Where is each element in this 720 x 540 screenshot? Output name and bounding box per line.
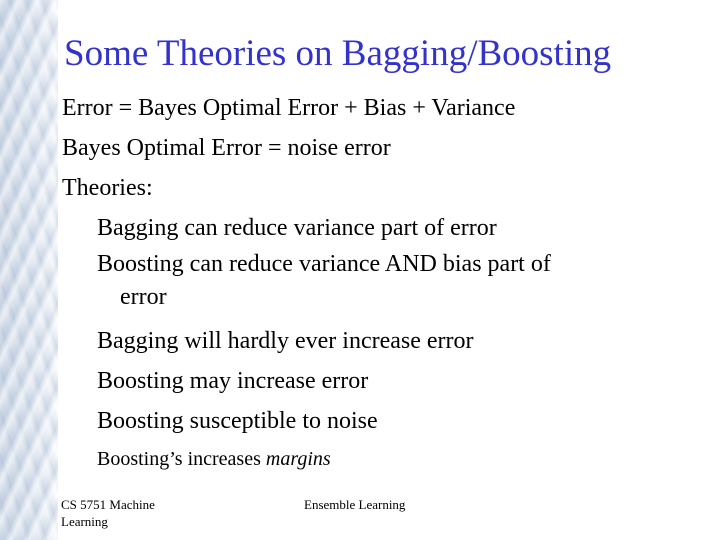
sub-bullet-boosting-margins <box>62 441 702 477</box>
sub-bullet-boosting-variance-bias-text: Boosting can reduce variance AND bias part of <box>97 251 551 277</box>
slide-title: Some Theories on Bagging/Boosting <box>64 33 612 74</box>
sub-bullet-boosting-variance-bias-continuation: error <box>120 284 167 310</box>
bullet-bayes-optimal-error: Bayes Optimal Error = noise error <box>62 135 391 161</box>
sub-bullet-boosting-may-increase: Boosting may increase error <box>97 368 369 394</box>
sub-bullet-bagging-variance: Bagging can reduce variance part of error <box>97 215 497 241</box>
margins-emphasis: margins <box>265 448 331 470</box>
footer-topic: Ensemble Learning <box>304 497 406 512</box>
slide-body <box>62 88 702 477</box>
bullet-error-decomposition: Error = Bayes Optimal Error + Bias + Variance <box>62 95 516 121</box>
sub-bullet-bagging-hardly-increase: Bagging will hardly ever increase error <box>97 328 474 354</box>
sub-bullet-boosting-noise: Boosting susceptible to noise <box>97 408 378 434</box>
decorative-side-texture <box>0 0 58 540</box>
bullet-theories-heading: Theories: <box>62 175 153 201</box>
sub-bullet-boosting-variance-bias <box>62 248 657 314</box>
margins-prefix: Boosting’s increases <box>97 448 266 470</box>
footer-course: CS 5751 Machine Learning <box>61 497 155 529</box>
